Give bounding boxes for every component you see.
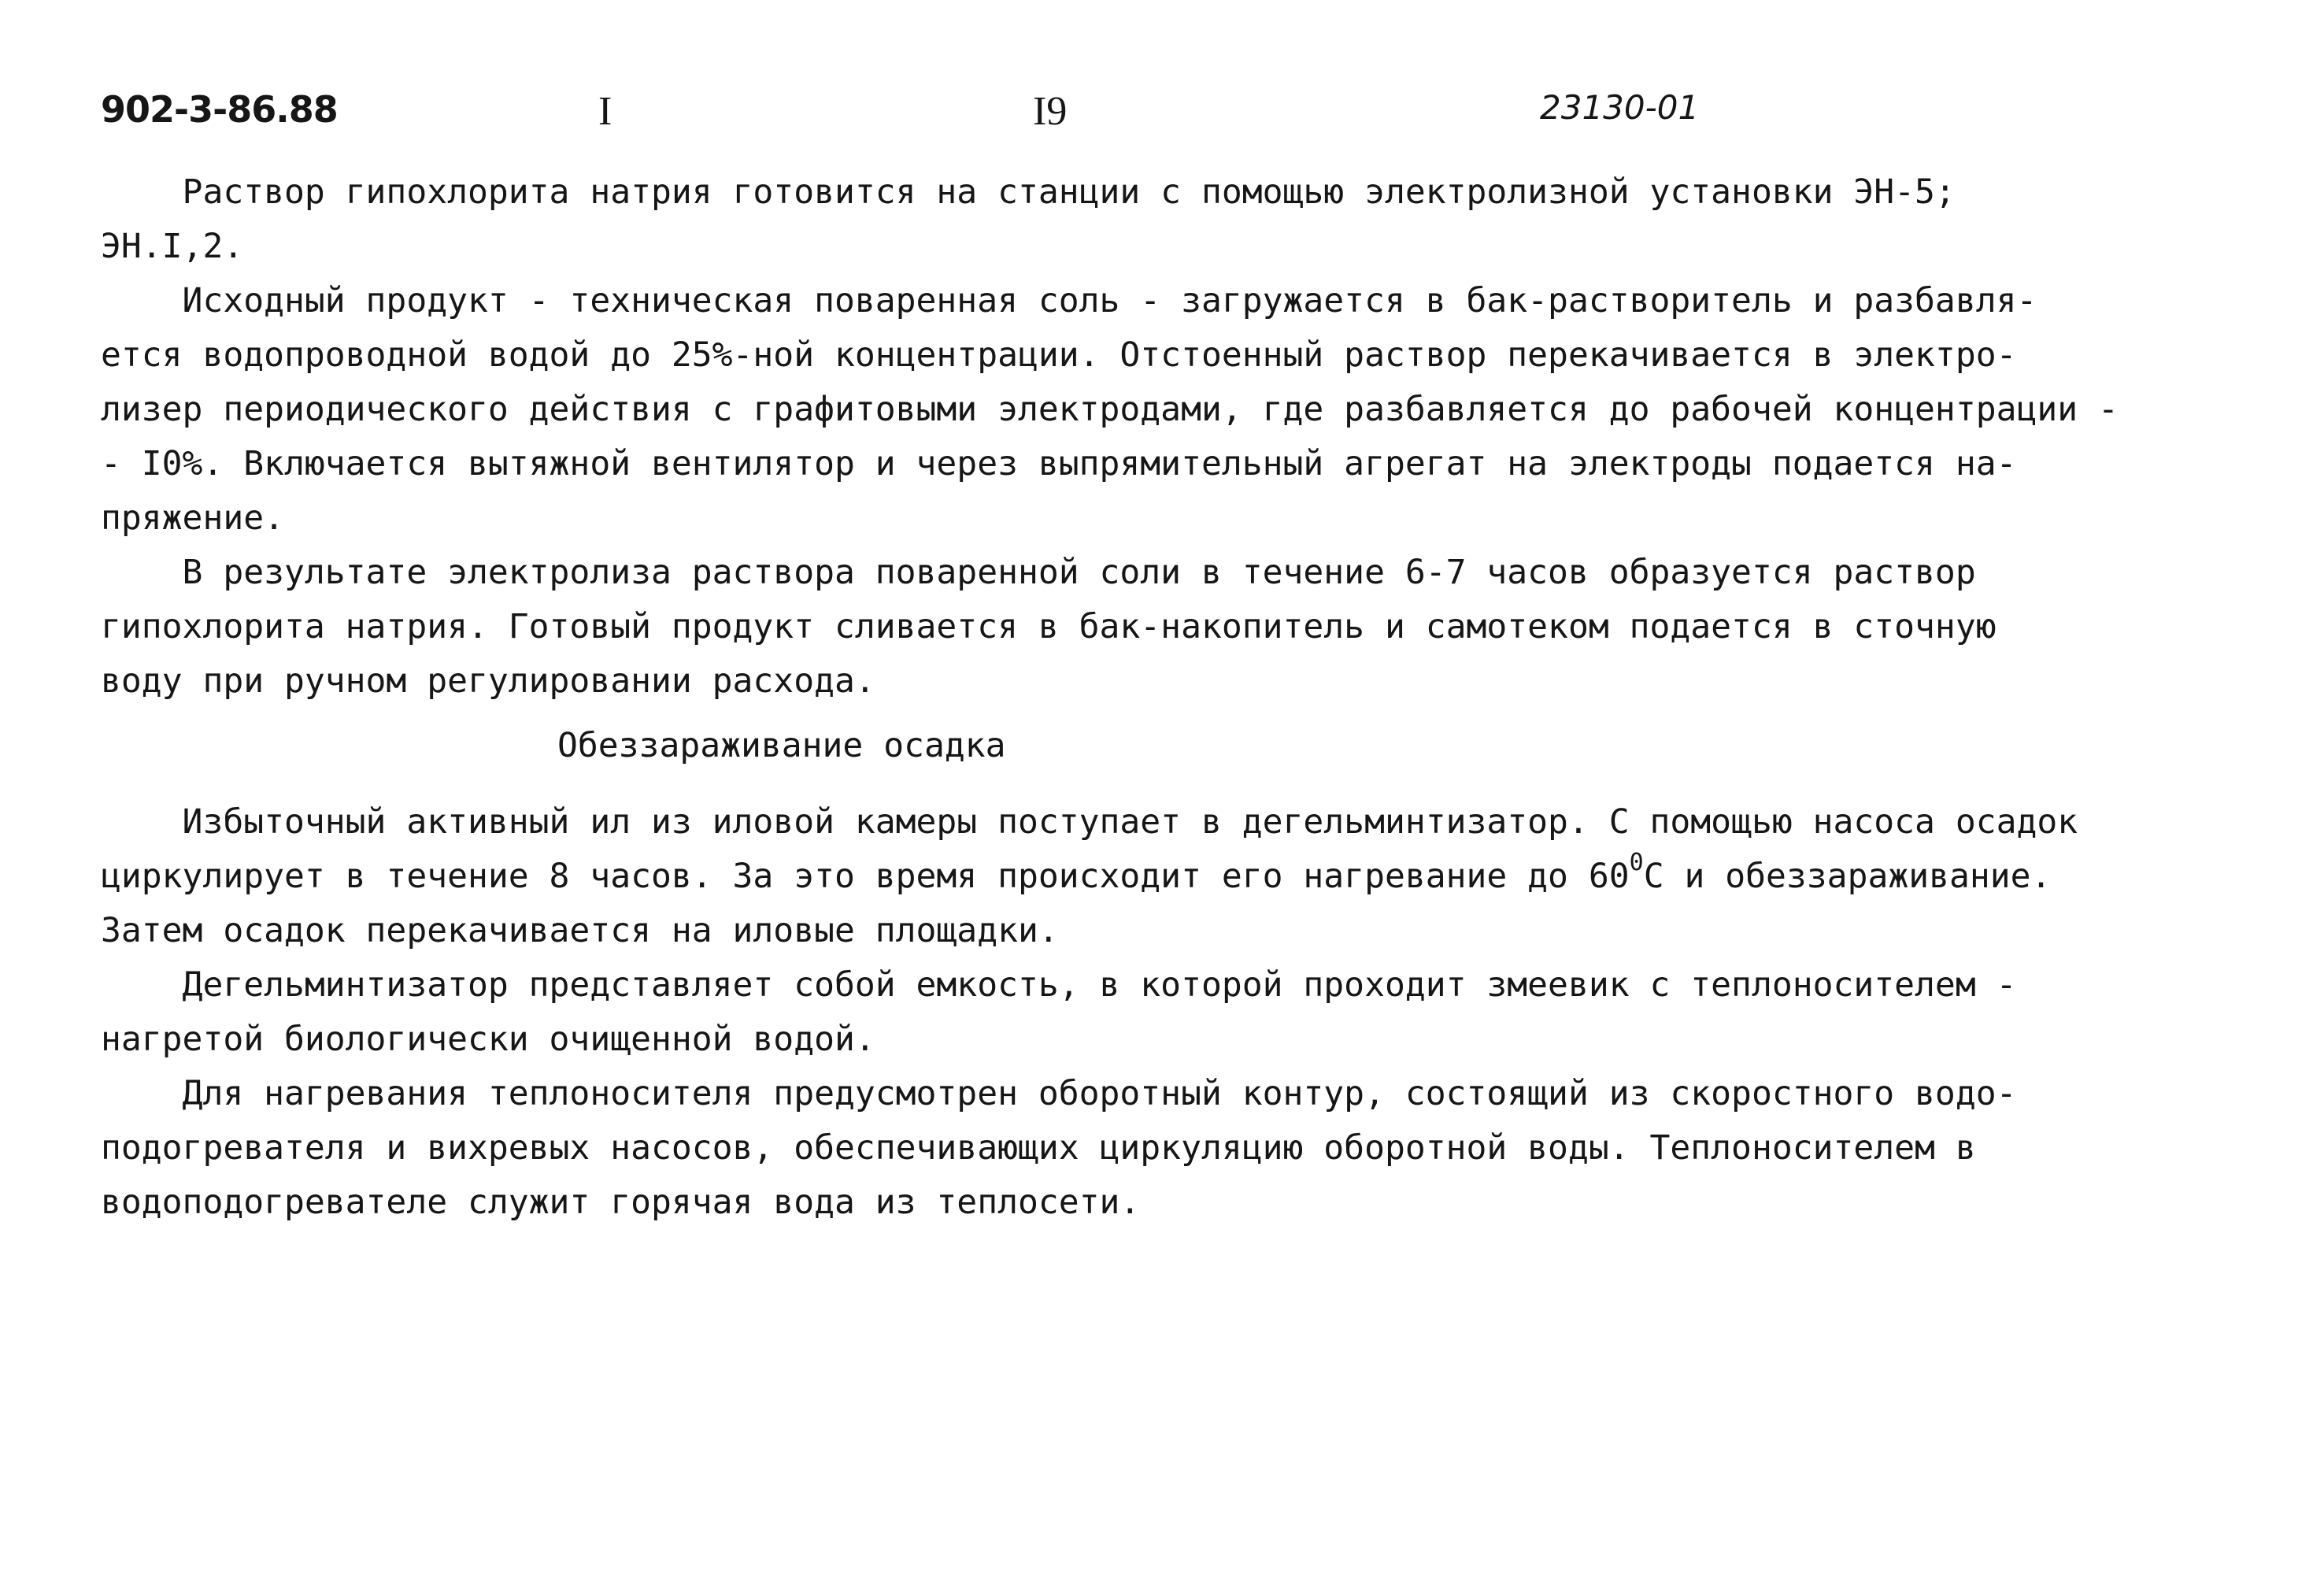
text-line: - I0%. Включается вытяжной вентилятор и через выпрямительный агрегат на электроды подается на- <box>101 444 2017 483</box>
text-line: Затем осадок перекачивается на иловые площадки. <box>101 911 1059 950</box>
text-line: воду при ручном регулировании расхода. <box>101 661 875 701</box>
text-line: нагретой биологически очищенной водой. <box>101 1020 875 1059</box>
text-line: ЭН.I,2. <box>101 227 244 266</box>
text-line: В результате электролиза раствора поваренной соли в течение 6-7 часов образуется раствор <box>101 553 1976 592</box>
doc-code: 23130-01 <box>1540 88 1700 127</box>
text-line: лизер периодического действия с графитовыми электродами, где разбавляется до рабочей концентрации - <box>101 390 2119 429</box>
degree-superscript: 0 <box>1629 849 1644 876</box>
text-line: ется водопроводной водой до 25%-ной концентрации. Отстоенный раствор перекачивается в электро- <box>101 335 2017 375</box>
section-heading: Обеззараживание осадка <box>557 726 1006 765</box>
text-line: Дегельминтизатор представляет собой емкость, в которой проходит змеевик с теплоносителем - <box>101 965 2017 1005</box>
text-line: гипохлорита натрия. Готовый продукт сливается в бак-накопитель и самотеком подается в сточную <box>101 607 1996 646</box>
doc-number: 902-3-86.88 <box>101 88 338 131</box>
text-fragment: С и обеззараживание. <box>1643 857 2052 896</box>
text-line: Избыточный активный ил из иловой камеры поступает в дегельминтизатор. С помощью насоса осадок <box>101 802 2078 842</box>
text-line-with-superscript <box>101 850 2266 904</box>
text-line: Исходный продукт - техническая поваренная соль - загружается в бак-растворитель и разбавля- <box>101 281 2037 320</box>
page-number: I9 <box>1033 89 1068 134</box>
text-line: Раствор гипохлорита натрия готовится на станции с помощью электролизной установки ЭН-5; <box>101 172 1956 212</box>
text-line: подогревателя и вихревых насосов, обеспечивающих циркуляцию оборотной воды. Теплоносителем в <box>101 1128 1976 1168</box>
text-fragment: циркулирует в течение 8 часов. За это время происходит его нагревание до 60 <box>101 857 1630 896</box>
text-line: пряжение. <box>101 498 284 538</box>
text-line: Для нагревания теплоносителя предусмотрен оборотный контур, состоящий из скоростного водо- <box>101 1074 2017 1113</box>
text-line: водоподогревателе служит горячая вода из теплосети. <box>101 1183 1141 1222</box>
text-block-bottom <box>101 795 2266 1230</box>
sheet-number: I <box>598 89 612 134</box>
text-block-top <box>101 165 2226 709</box>
